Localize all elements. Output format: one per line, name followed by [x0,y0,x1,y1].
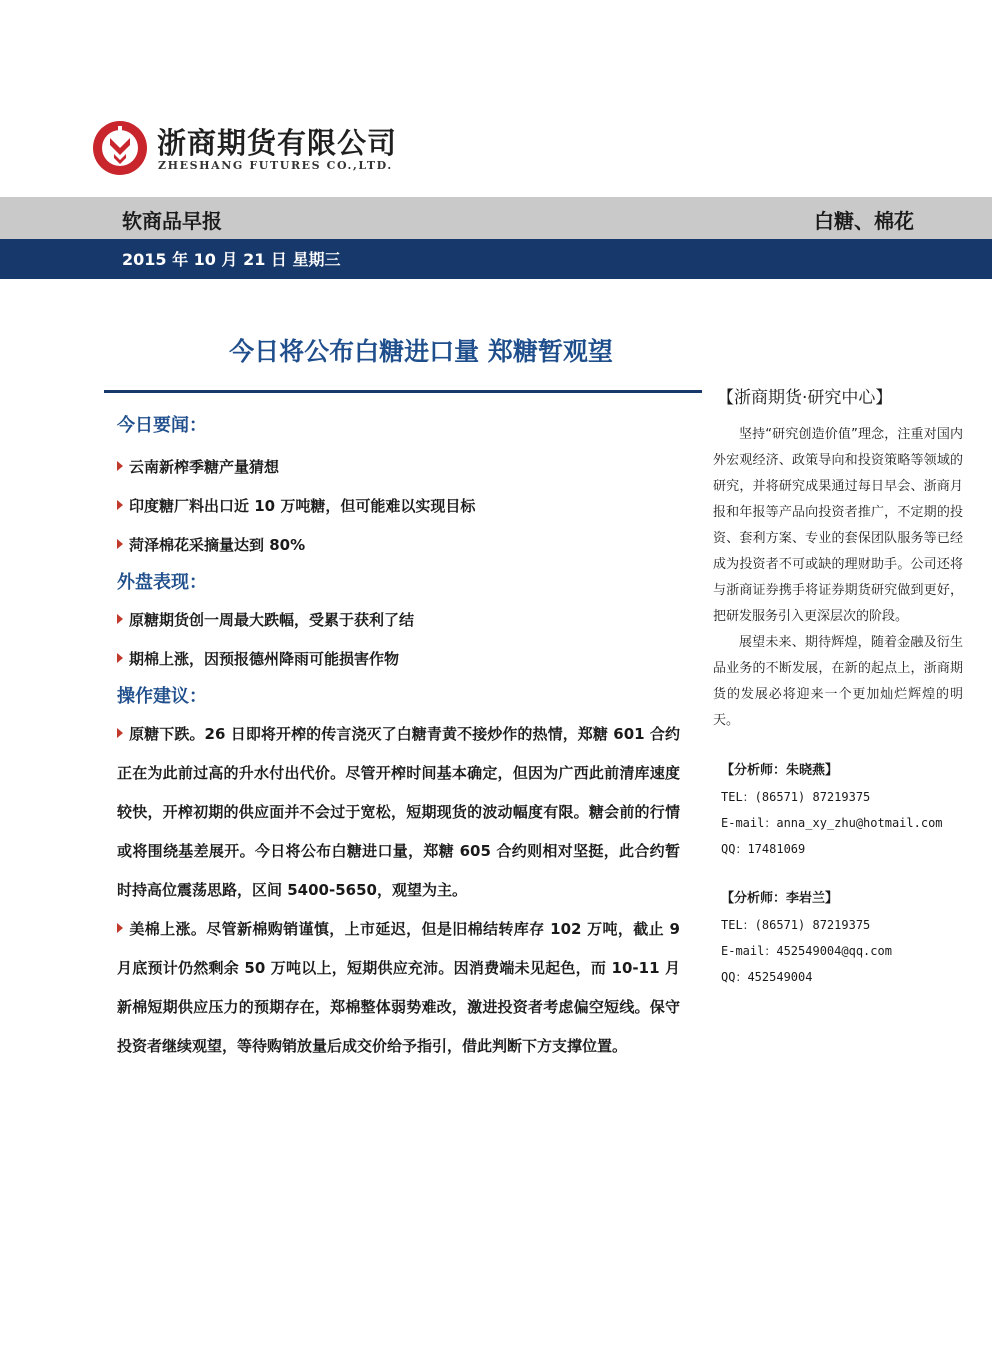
advice-paragraph: 美棉上涨。尽管新棉购销谨慎，上市延迟，但是旧棉结转库存 102 万吨，截止 9 月底预计仍然剩余 50 万吨以上，短期供应充沛。因消费端未见起色，而 10-11 月新棉短期供应压力的预期存在，郑棉整体弱势难改，激进投资者考虑偏空短线。保守投资者继续观望，等待购销放量后成交价给予指引，借此判断下方支撑位置。 [117,920,680,1055]
analyst-card [721,758,963,862]
main-column [117,408,680,1066]
headline: 今日将公布白糖进口量 郑糖暂观望 [229,337,613,366]
news-item: 菏泽棉花采摘量达到 80% [117,526,680,565]
bullet-arrow-icon [117,500,123,510]
analyst-qq: QQ：17481069 [721,842,806,856]
bullet-arrow-icon [117,923,123,933]
analyst-card [721,886,963,990]
report-type: 软商品早报 [122,209,222,233]
company-name-cn: 浙商期货有限公司 [157,126,398,160]
section-title-advice: 操作建议： [117,686,207,707]
analyst-tel: TEL：(86571) 87219375 [721,918,871,932]
company-name-en: ZHESHANG FUTURES CO.,LTD. [158,159,393,172]
analyst-email[interactable]: E-mail：anna_xy_zhu@hotmail.com [721,816,943,830]
advice-paragraph: 原糖下跌。26 日即将开榨的传言浇灭了白糖青黄不接炒作的热情，郑糖 601 合约正在为此前过高的升水付出代价。尽管开榨时间基本确定，但因为广西此前清库速度较快，开榨初期的供应面并不会过于宽松，短期现货的波动幅度有限。糖会前的行情或将围绕基差展开。今日将公布白糖进口量，郑糖 605 合约则相对坚挺，此合约暂时持高位震荡思路，区间 5400-5650，观望为主。 [117,725,680,899]
bullet-arrow-icon [117,614,123,624]
analyst-qq: QQ：452549004 [721,970,813,984]
analyst-email[interactable]: E-mail：452549004@qq.com [721,944,892,958]
sidebar-intro: 坚持“研究创造价值”理念，注重对国内外宏观经济、政策导向和投资策略等领域的研究，并将研究成果通过每日早会、浙商月报和年报等产品向投资者推广，不定期的投资、套利方案、专业的套保团队服务等已经成为投资者不可或缺的理财助手。公司还将与浙商证券携手将证券期货研究做到更好，把研发服务引入更深层次的阶段。 [713,427,963,624]
sidebar-title: 【浙商期货·研究中心】 [717,388,893,408]
report-type-band [0,197,992,239]
sidebar [713,383,963,990]
report-date: 2015 年 10 月 21 日 星期三 [122,250,341,269]
analyst-tel: TEL：(86571) 87219375 [721,790,871,804]
date-band [0,239,992,279]
market-item: 期棉上涨，因预报德州降雨可能损害作物 [117,640,680,679]
bullet-arrow-icon [117,461,123,471]
analyst-name: 【分析师：李岩兰】 [721,891,839,906]
section-title-today: 今日要闻： [117,415,207,436]
commodities: 白糖、棉花 [814,209,914,233]
headline-divider [104,390,702,393]
bullet-arrow-icon [117,653,123,663]
bullet-arrow-icon [117,728,123,738]
section-title-external: 外盘表现： [117,572,207,593]
analyst-name: 【分析师：朱晓燕】 [721,763,839,778]
sidebar-outlook: 展望未来、期待辉煌，随着金融及衍生品业务的不断发展，在新的起点上，浙商期货的发展必将迎来一个更加灿烂辉煌的明天。 [713,635,963,728]
news-item: 印度糖厂料出口近 10 万吨糖，但可能难以实现目标 [117,487,680,526]
news-item: 云南新榨季糖产量猜想 [117,448,680,487]
market-item: 原糖期货创一周最大跌幅，受累于获利了结 [117,601,680,640]
bullet-arrow-icon [117,539,123,549]
company-logo [92,120,148,176]
